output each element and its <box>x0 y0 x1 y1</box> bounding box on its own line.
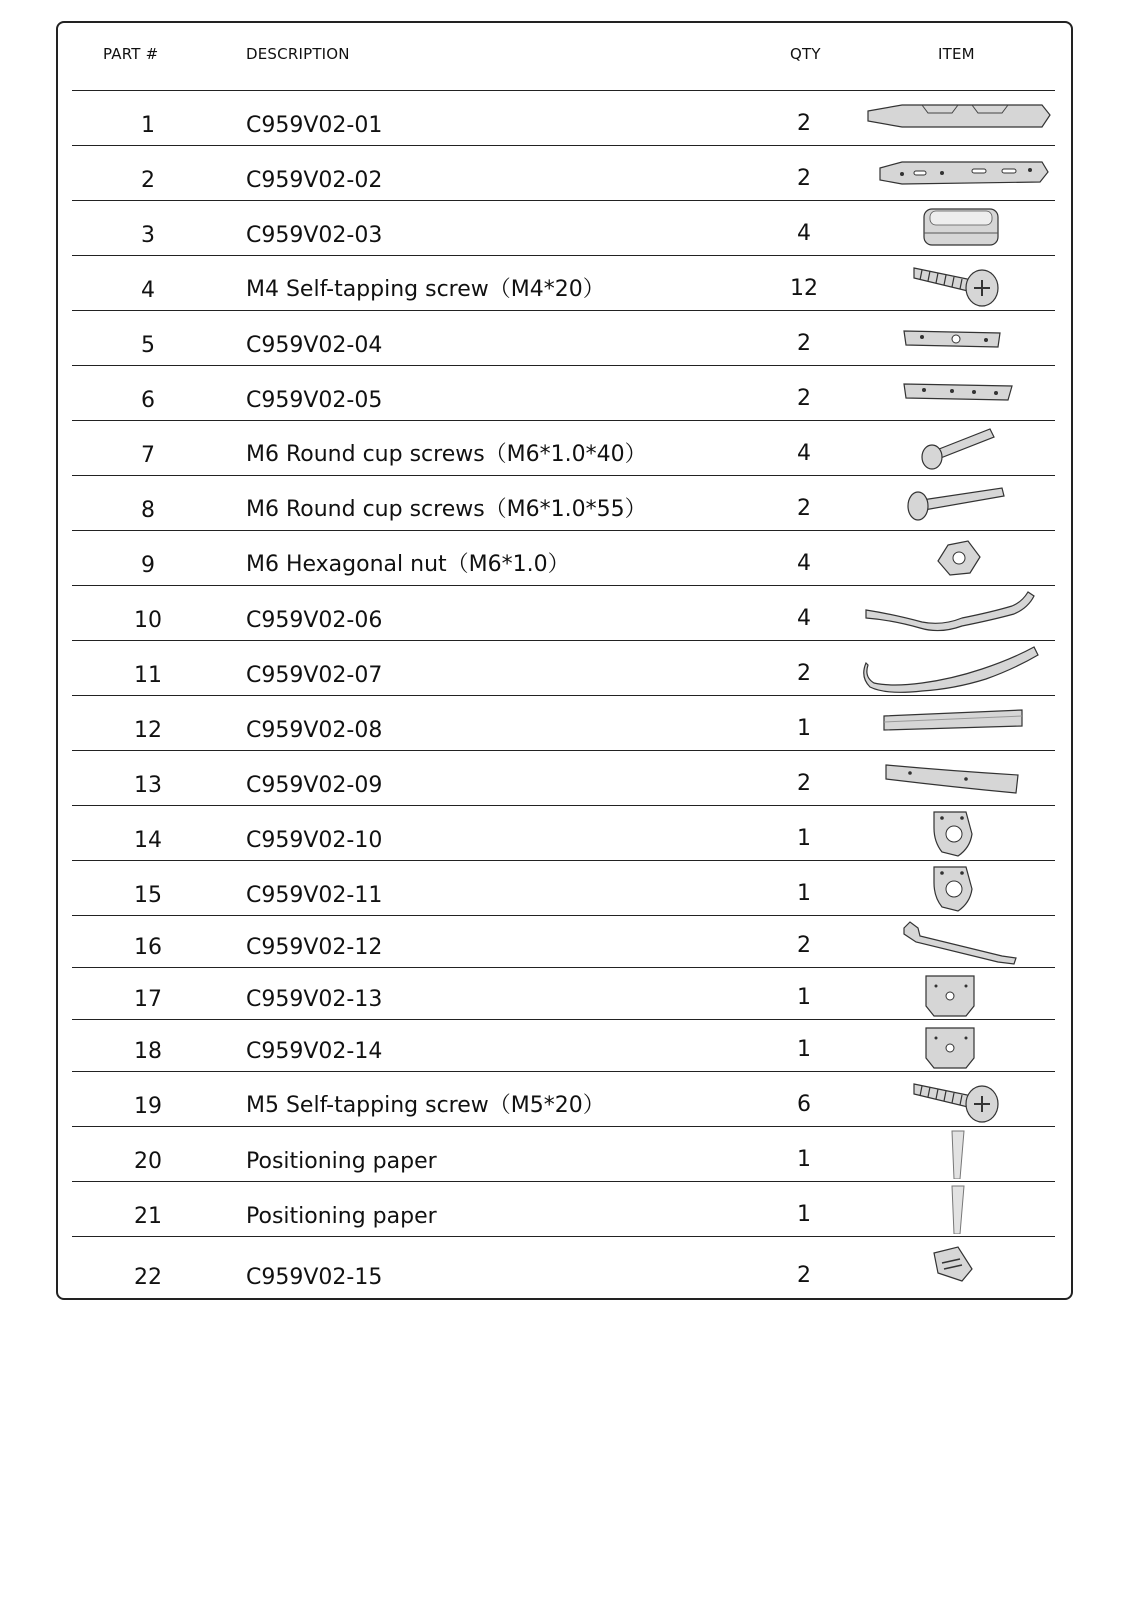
table-row <box>72 421 1055 476</box>
part-description: C959V02-11 <box>246 883 383 908</box>
part-qty: 2 <box>797 933 811 958</box>
table-row <box>72 586 1055 641</box>
part-qty: 2 <box>797 111 811 136</box>
part-description: M6 Hexagonal nut（M6*1.0） <box>246 552 570 577</box>
end-cap-icon <box>862 203 1054 253</box>
part-number: 8 <box>141 498 155 523</box>
part-number: 3 <box>141 223 155 248</box>
self-tapping-screw-icon <box>862 258 1054 308</box>
part-description: C959V02-15 <box>246 1265 383 1290</box>
header-part-number: PART # <box>103 45 159 63</box>
part-description: C959V02-07 <box>246 663 383 688</box>
table-row <box>72 476 1055 531</box>
part-description: Positioning paper <box>246 1204 437 1229</box>
slotted-bracket-icon <box>862 148 1054 198</box>
part-number: 15 <box>134 883 162 908</box>
part-qty: 1 <box>797 881 811 906</box>
round-cup-screw-icon <box>862 423 1054 473</box>
table-row <box>72 146 1055 201</box>
table-row <box>72 751 1055 806</box>
table-row <box>72 366 1055 421</box>
part-number: 14 <box>134 828 162 853</box>
part-qty: 4 <box>797 221 811 246</box>
table-row <box>72 1072 1055 1127</box>
part-number: 21 <box>134 1204 162 1229</box>
part-description: C959V02-09 <box>246 773 383 798</box>
positioning-paper-icon <box>862 1129 1054 1179</box>
part-description: C959V02-12 <box>246 935 383 960</box>
part-description: C959V02-03 <box>246 223 383 248</box>
drilled-tube-icon <box>862 753 1054 803</box>
table-row <box>72 311 1055 366</box>
part-qty: 2 <box>797 661 811 686</box>
part-qty: 2 <box>797 771 811 796</box>
part-number: 7 <box>141 443 155 468</box>
bent-tube-icon <box>862 588 1054 638</box>
straight-tube-icon <box>862 698 1054 748</box>
clamp-plate-icon <box>862 863 1054 913</box>
table-row <box>72 201 1055 256</box>
hex-nut-icon <box>862 533 1054 583</box>
part-qty: 12 <box>790 276 818 301</box>
table-row <box>72 641 1055 696</box>
part-number: 17 <box>134 987 162 1012</box>
hook-bar-icon <box>862 918 1054 968</box>
part-description: M4 Self-tapping screw（M4*20） <box>246 277 605 302</box>
long-bracket-icon <box>862 368 1054 418</box>
part-number: 16 <box>134 935 162 960</box>
part-description: C959V02-04 <box>246 333 383 358</box>
part-qty: 1 <box>797 985 811 1010</box>
part-qty: 1 <box>797 1037 811 1062</box>
table-row <box>72 916 1055 968</box>
part-qty: 4 <box>797 441 811 466</box>
part-number: 1 <box>141 113 155 138</box>
part-number: 9 <box>141 553 155 578</box>
table-row <box>72 91 1055 146</box>
table-row <box>72 531 1055 586</box>
part-qty: 1 <box>797 1147 811 1172</box>
self-tapping-screw-icon <box>862 1074 1054 1124</box>
curved-tube-icon <box>862 643 1054 693</box>
part-number: 11 <box>134 663 162 688</box>
table-row <box>72 968 1055 1020</box>
part-qty: 4 <box>797 551 811 576</box>
small-bracket-icon <box>862 313 1054 363</box>
part-number: 5 <box>141 333 155 358</box>
long-round-cup-screw-icon <box>862 478 1054 528</box>
part-number: 19 <box>134 1094 162 1119</box>
part-description: C959V02-08 <box>246 718 383 743</box>
part-number: 12 <box>134 718 162 743</box>
table-row <box>72 1237 1055 1298</box>
part-qty: 2 <box>797 1263 811 1288</box>
part-number: 2 <box>141 168 155 193</box>
part-qty: 2 <box>797 496 811 521</box>
part-number: 22 <box>134 1265 162 1290</box>
corner-bracket-icon <box>862 1239 1054 1289</box>
part-qty: 1 <box>797 716 811 741</box>
part-description: M6 Round cup screws（M6*1.0*55） <box>246 497 647 522</box>
table-row <box>72 1182 1055 1237</box>
table-row <box>72 696 1055 751</box>
header-description: DESCRIPTION <box>246 45 350 63</box>
part-description: Positioning paper <box>246 1149 437 1174</box>
part-description: C959V02-13 <box>246 987 383 1012</box>
part-description: C959V02-10 <box>246 828 383 853</box>
table-row <box>72 1127 1055 1182</box>
mount-plate-icon <box>862 1022 1054 1072</box>
header-qty: QTY <box>790 45 821 63</box>
clamp-plate-icon <box>862 808 1054 858</box>
part-description: C959V02-05 <box>246 388 383 413</box>
part-qty: 2 <box>797 166 811 191</box>
table-row <box>72 806 1055 861</box>
bracket-plate-icon <box>862 93 1054 143</box>
part-number: 10 <box>134 608 162 633</box>
part-number: 20 <box>134 1149 162 1174</box>
header-item: ITEM <box>938 45 975 63</box>
part-number: 4 <box>141 278 155 303</box>
table-row <box>72 256 1055 311</box>
table-row <box>72 861 1055 916</box>
mount-plate-icon <box>862 970 1054 1020</box>
part-qty: 6 <box>797 1092 811 1117</box>
part-qty: 1 <box>797 1202 811 1227</box>
part-number: 13 <box>134 773 162 798</box>
part-number: 6 <box>141 388 155 413</box>
part-number: 18 <box>134 1039 162 1064</box>
part-description: M5 Self-tapping screw（M5*20） <box>246 1093 605 1118</box>
part-qty: 1 <box>797 826 811 851</box>
part-description: C959V02-02 <box>246 168 383 193</box>
part-qty: 2 <box>797 331 811 356</box>
part-qty: 2 <box>797 386 811 411</box>
part-description: M6 Round cup screws（M6*1.0*40） <box>246 442 647 467</box>
positioning-paper-icon <box>862 1184 1054 1234</box>
part-description: C959V02-06 <box>246 608 383 633</box>
table-row <box>72 1020 1055 1072</box>
part-description: C959V02-01 <box>246 113 383 138</box>
part-qty: 4 <box>797 606 811 631</box>
part-description: C959V02-14 <box>246 1039 383 1064</box>
